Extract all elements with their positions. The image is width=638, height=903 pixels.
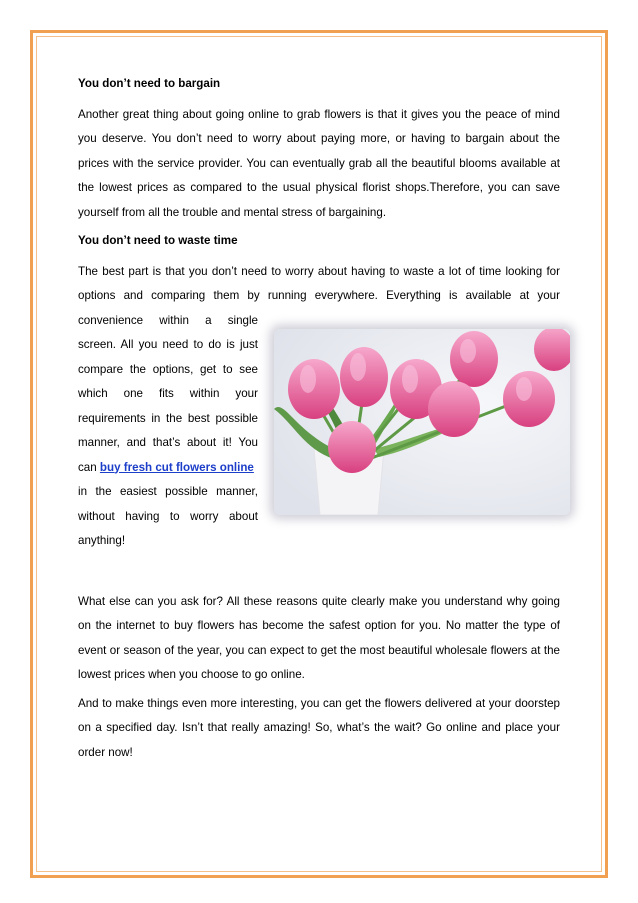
text-with-image (78, 309, 560, 554)
column-line: without having to worry about (78, 509, 258, 523)
buy-flowers-link[interactable]: buy fresh cut flowers online (99, 460, 254, 474)
link-prefix: can (78, 460, 100, 474)
column-line: anything! (78, 534, 126, 547)
tulips-illustration (274, 329, 570, 515)
column-line-link (78, 456, 258, 481)
paragraph-what-else: What else can you ask for? All these reasons quite clearly make you understand why going on the internet to buy flowers has become the safest option for you. No matter the type of event or season of the year, you can expect to get the most beautiful wholesale flowers at the lowest prices when you choose to go online. (78, 594, 560, 681)
column-line: compare the options, get to see (78, 362, 258, 376)
column-line: screen. All you need to do is just (78, 338, 258, 351)
column-line: which one fits within your (78, 387, 258, 400)
paragraph-waste-time: The best part is that you don’t need to worry about having to waste a lot of time looking for options and comparing them by running everywhere. Everything is available at your (78, 264, 560, 302)
heading-bargain: You don’t need to bargain (78, 77, 221, 90)
paragraph-bargain: Another great thing about going online to grab flowers is that it gives you the peace of mind you deserve. You don’t need to worry about paying more, or having to bargain about the prices with the service provider. You can eventually grab all the beautiful blooms available at the lowest prices as compared to the usual physical florist shops.Therefore, you can save yourself from all the trouble and mental stress of bargaining. (78, 107, 560, 219)
column-line: convenience within a single (78, 313, 258, 327)
paragraph-delivery: And to make things even more interesting, you can get the flowers delivered at your doorstep on a specified day. Isn’t that really amazing! So, what’s the wait? Go online and place your order now! (78, 696, 560, 759)
narrow-text-column (78, 309, 258, 554)
tulips-photo (274, 329, 570, 515)
column-line: in the easiest possible manner, (78, 485, 258, 498)
article-body (78, 72, 560, 765)
column-line: requirements in the best possible (78, 411, 258, 425)
heading-waste-time: You don’t need to waste time (78, 234, 238, 247)
column-line: manner, and that’s about it! You (78, 436, 258, 449)
